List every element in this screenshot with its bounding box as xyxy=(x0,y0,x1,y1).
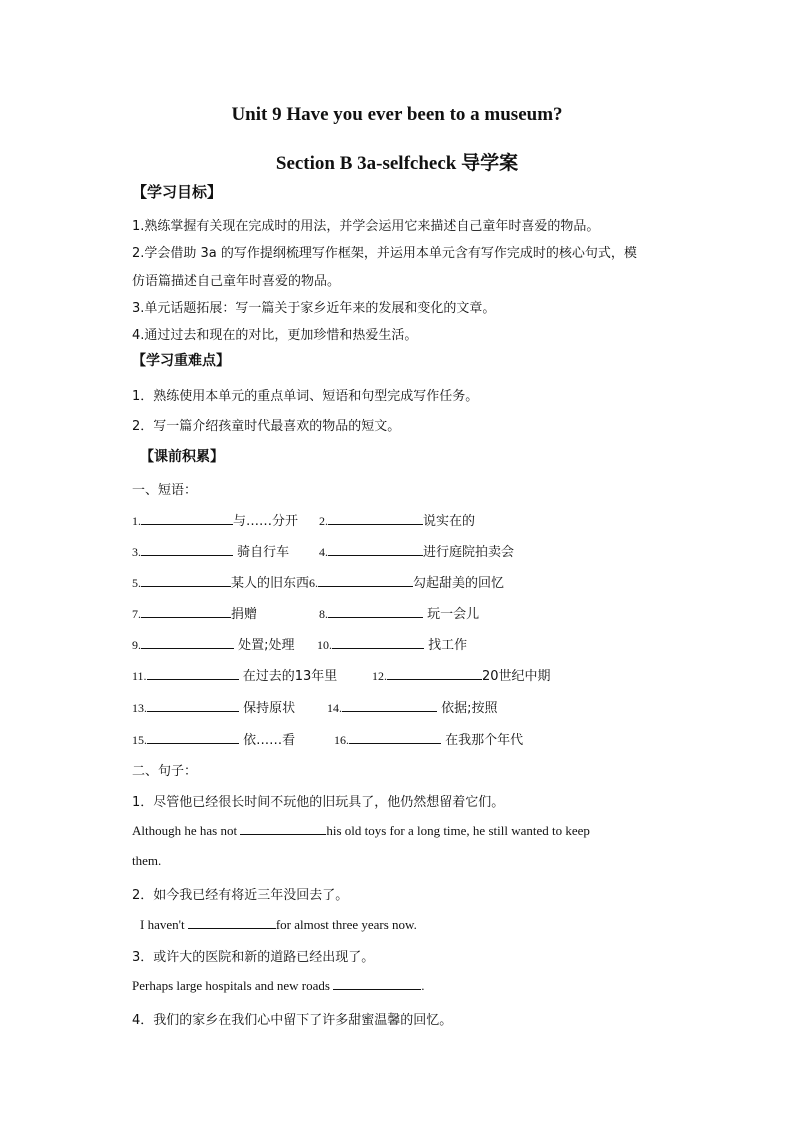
answer-blank[interactable] xyxy=(147,667,239,680)
phrase-row xyxy=(319,541,514,560)
goal-item: 2.学会借助 3a 的写作提纲梳理写作框架，并运用本单元含有写作完成时的核心句式，模 xyxy=(132,246,637,261)
phrase-text: 依据;按照 xyxy=(437,701,498,716)
sentence-chinese: 2．如今我已经有将近三年没回去了。 xyxy=(132,888,349,903)
answer-blank[interactable] xyxy=(141,512,233,525)
phrase-number: 2. xyxy=(319,514,328,528)
phrase-text: 找工作 xyxy=(424,638,468,653)
phrase-text: 玩一会儿 xyxy=(423,607,480,622)
key-item: 1．熟练使用本单元的重点单词、短语和句型完成写作任务。 xyxy=(132,389,479,404)
phrase-row xyxy=(132,603,257,622)
sentence-english-cont: them. xyxy=(132,853,162,868)
phrase-number: 7. xyxy=(132,607,141,621)
answer-blank[interactable] xyxy=(387,667,482,680)
answer-blank[interactable] xyxy=(318,574,413,587)
phrase-number: 3. xyxy=(132,545,141,559)
phrases-title: 一、短语： xyxy=(132,483,198,498)
phrase-text: 保持原状 xyxy=(239,701,296,716)
phrase-text: 某人的旧东西 xyxy=(231,576,310,591)
sentence-text: his old toys for a long time, he still wanted to keep xyxy=(326,823,590,838)
phrase-row xyxy=(132,697,295,716)
phrase-text: 勾起甜美的回忆 xyxy=(413,576,505,591)
sentence-english xyxy=(132,977,424,994)
phrase-text: 捐赠 xyxy=(231,607,258,622)
answer-blank[interactable] xyxy=(188,916,276,929)
phrase-row xyxy=(132,729,295,748)
answer-blank[interactable] xyxy=(342,699,437,712)
sentence-text: I haven't xyxy=(140,917,188,932)
phrase-text: 处置;处理 xyxy=(234,638,295,653)
answer-blank[interactable] xyxy=(328,543,423,556)
phrase-number: 5. xyxy=(132,576,141,590)
key-item: 2．写一篇介绍孩童时代最喜欢的物品的短文。 xyxy=(132,419,401,434)
answer-blank[interactable] xyxy=(328,605,423,618)
phrase-text: 与……分开 xyxy=(233,514,299,529)
phrase-text: 在我那个年代 xyxy=(441,733,524,748)
phrase-number: 4. xyxy=(319,545,328,559)
goal-item: 3.单元话题拓展：写一篇关于家乡近年来的发展和变化的文章。 xyxy=(132,301,496,316)
phrase-number: 13. xyxy=(132,701,147,715)
page-subtitle: Section B 3a-selfcheck 导学案 xyxy=(275,153,519,174)
key-header: 【学习重难点】 xyxy=(132,353,230,369)
goal-item: 1.熟练掌握有关现在完成时的用法，并学会运用它来描述自己童年时喜爱的物品。 xyxy=(132,219,600,234)
phrase-text: 依……看 xyxy=(239,733,296,748)
phrase-text: 说实在的 xyxy=(423,514,476,529)
answer-blank[interactable] xyxy=(333,977,421,990)
answer-blank[interactable] xyxy=(147,699,239,712)
sentences-title: 二、句子： xyxy=(132,764,198,779)
phrase-text: 进行庭院拍卖会 xyxy=(423,545,515,560)
goals-header: 【学习目标】 xyxy=(132,183,223,201)
phrase-number: 14. xyxy=(327,701,342,715)
phrase-text: 在过去的13年里 xyxy=(238,669,338,684)
answer-blank[interactable] xyxy=(141,605,231,618)
sentence-text: Although he has not xyxy=(132,823,241,838)
sentence-chinese: 3．或许大的医院和新的道路已经出现了。 xyxy=(132,950,375,965)
sentence-english xyxy=(140,916,417,933)
answer-blank[interactable] xyxy=(332,636,424,649)
sentence-chinese: 1．尽管他已经很长时间不玩他的旧玩具了，他仍然想留着它们。 xyxy=(132,795,505,810)
phrase-text: 骑自行车 xyxy=(233,545,290,560)
phrase-text: 20世纪中期 xyxy=(482,669,551,684)
phrase-row xyxy=(132,665,337,684)
phrase-number: 12. xyxy=(372,669,387,683)
goal-item: 仿语篇描述自己童年时喜爱的物品。 xyxy=(132,274,341,289)
phrase-row xyxy=(319,510,475,529)
phrase-row xyxy=(132,572,504,591)
sentence-english xyxy=(132,822,590,839)
answer-blank[interactable] xyxy=(240,822,326,835)
page-title: Unit 9 Have you ever been to a museum? xyxy=(231,104,563,125)
phrase-row xyxy=(132,541,289,560)
phrase-number: 9. xyxy=(132,638,141,652)
phrase-row xyxy=(327,697,498,716)
phrase-number: 1. xyxy=(132,514,141,528)
prep-header: 【课前积累】 xyxy=(140,449,224,465)
answer-blank[interactable] xyxy=(328,512,423,525)
phrase-row xyxy=(334,729,523,748)
phrase-row xyxy=(317,634,467,653)
answer-blank[interactable] xyxy=(141,636,234,649)
phrase-number: 10. xyxy=(317,638,332,652)
phrase-row xyxy=(372,665,551,684)
sentence-text: Perhaps large hospitals and new roads xyxy=(132,978,334,993)
goal-item: 4.通过过去和现在的对比，更加珍惜和热爱生活。 xyxy=(132,328,418,343)
phrase-number: 16. xyxy=(334,733,349,747)
answer-blank[interactable] xyxy=(141,574,231,587)
phrase-row xyxy=(132,634,295,653)
answer-blank[interactable] xyxy=(141,543,233,556)
phrase-number: 15. xyxy=(132,733,147,747)
sentence-text: for almost three years now. xyxy=(275,917,417,932)
phrase-number: 8. xyxy=(319,607,328,621)
sentence-chinese: 4．我们的家乡在我们心中留下了许多甜蜜温馨的回忆。 xyxy=(132,1013,453,1028)
answer-blank[interactable] xyxy=(147,731,239,744)
phrase-number: 11. xyxy=(132,669,147,683)
answer-blank[interactable] xyxy=(349,731,441,744)
sentence-text: . xyxy=(421,978,425,993)
phrase-row xyxy=(319,603,479,622)
phrase-number: 6. xyxy=(309,576,319,590)
phrase-row xyxy=(132,510,298,529)
